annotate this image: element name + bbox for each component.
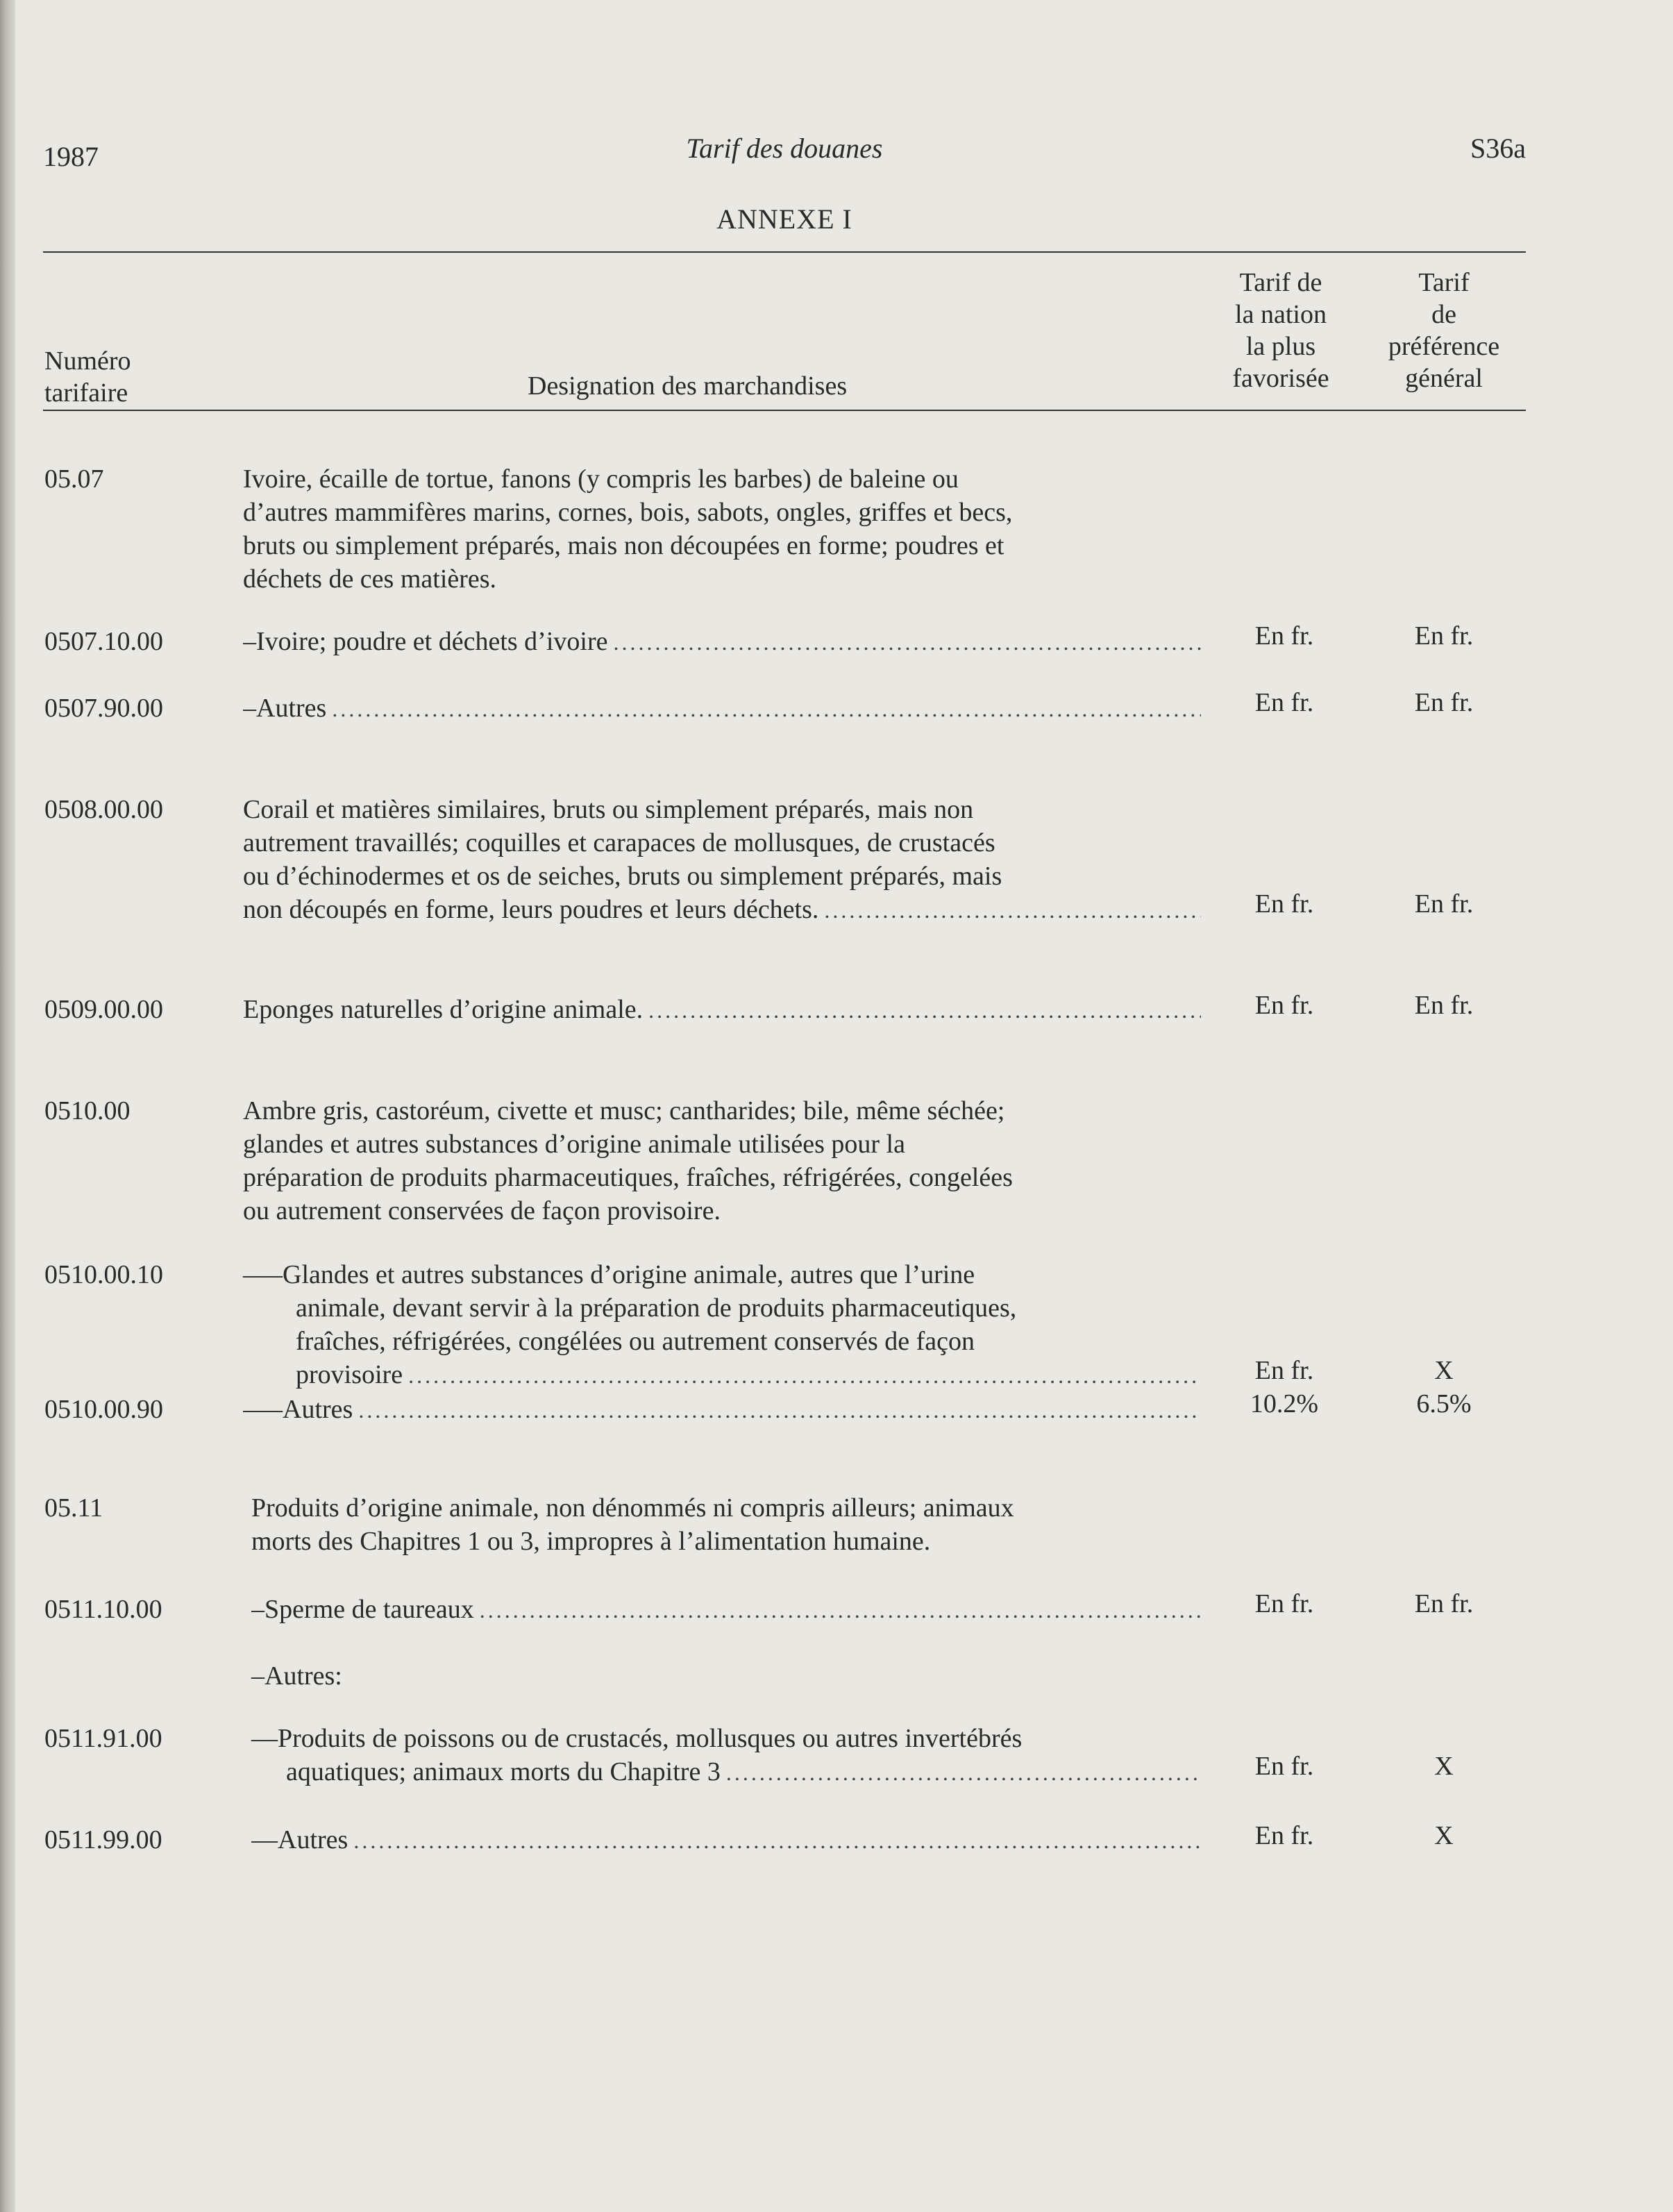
mfn-rate: En fr. bbox=[1254, 1752, 1314, 1781]
header-page-number: S36a bbox=[1470, 133, 1526, 164]
header-title: Tarif des douanes bbox=[686, 133, 883, 164]
page-binding-edge bbox=[0, 0, 15, 2212]
goods-description: –––Autres . . . bbox=[243, 1393, 1201, 1427]
gpt-rate: X bbox=[1434, 1821, 1454, 1850]
tariff-code: 05.11 bbox=[44, 1493, 103, 1523]
tariff-code: 0507.10.00 bbox=[44, 627, 163, 656]
dot-leader bbox=[408, 1358, 1201, 1392]
goods-description: ––Autres . . . bbox=[251, 1823, 1209, 1857]
tariff-code: 0511.10.00 bbox=[44, 1595, 162, 1624]
goods-description: Ivoire, écaille de tortue, fanons (y compris les barbes) de baleine ou d’autres mammifères marins, cornes, bois, sabots, ongles, griffes et becs, bruts ou simplement préparés, mais non découpées en forme; poudres et déchets de ces matières. bbox=[243, 464, 1013, 594]
mfn-rate: 10.2% bbox=[1250, 1389, 1319, 1418]
goods-description: Produits d’origine animale, non dénommés ni compris ailleurs; animaux morts des Chapitres 1 ou 3, impropres à l’alimentation humaine. bbox=[251, 1493, 1014, 1556]
mfn-rate: En fr. bbox=[1254, 991, 1314, 1020]
gpt-rate: X bbox=[1434, 1356, 1454, 1385]
gpt-rate: En fr. bbox=[1414, 688, 1474, 717]
dot-leader bbox=[480, 1593, 1202, 1627]
mfn-rate: En fr. bbox=[1254, 1821, 1314, 1850]
dot-leader bbox=[613, 625, 1201, 659]
goods-description: Eponges naturelles d’origine animale. . . . bbox=[243, 993, 1201, 1027]
table-header-rule bbox=[43, 410, 1526, 411]
goods-description: –––Glandes et autres substances d’origine animale, autres que l’urine animale, devant servir à la préparation de produits pharmaceutiques, fraîches, réfrigérées, congélées ou autrement conservés de façon provisoire . . . bbox=[243, 1258, 1201, 1392]
goods-description: Corail et matières similaires, bruts ou simplement préparés, mais non autrement travaillés; coquilles et carapaces de mollusques, de crustacés ou d’échinodermes et os de seiches, bruts ou simplement préparés, mais non découpés en forme, leurs poudres et leurs déchets. . . . bbox=[243, 793, 1201, 927]
tariff-code: 0510.00 bbox=[44, 1096, 131, 1125]
mfn-rate: En fr. bbox=[1254, 1589, 1314, 1618]
dot-leader bbox=[648, 993, 1201, 1027]
goods-description: –Autres . . . bbox=[243, 692, 1201, 726]
tariff-code: 0507.90.00 bbox=[44, 694, 163, 723]
tariff-code: 0510.00.90 bbox=[44, 1395, 163, 1424]
mfn-rate: En fr. bbox=[1254, 1356, 1314, 1385]
gpt-rate: En fr. bbox=[1414, 991, 1474, 1020]
goods-description: –Autres: bbox=[251, 1661, 342, 1691]
table-top-rule bbox=[43, 251, 1526, 253]
header-year: 1987 bbox=[43, 141, 99, 172]
tariff-code: 0511.99.00 bbox=[44, 1825, 162, 1854]
goods-description: Ambre gris, castoréum, civette et musc; cantharides; bile, même séchée; glandes et autres substances d’origine animale utilisées pour la préparation de produits pharmaceutiques, fraîches, réfrigérées, congelées ou autrement conservées de façon provisoire. bbox=[243, 1096, 1013, 1225]
column-header-designation: Designation des marchandises bbox=[528, 371, 848, 401]
tariff-code: 0508.00.00 bbox=[44, 795, 163, 824]
dot-leader bbox=[726, 1755, 1202, 1789]
dot-leader bbox=[353, 1823, 1202, 1857]
gpt-rate: 6.5% bbox=[1416, 1389, 1472, 1418]
annex-title: ANNEXE I bbox=[716, 203, 852, 235]
column-header-gpt: Tarif de préférence général bbox=[1388, 268, 1500, 393]
tariff-code: 0509.00.00 bbox=[44, 995, 163, 1024]
goods-description: –Ivoire; poudre et déchets d’ivoire . . . bbox=[243, 625, 1201, 659]
gpt-rate: En fr. bbox=[1414, 889, 1474, 919]
column-header-mfn: Tarif de la nation la plus favorisée bbox=[1232, 268, 1329, 393]
page-header bbox=[43, 132, 1526, 181]
mfn-rate: En fr. bbox=[1254, 889, 1314, 919]
dot-leader bbox=[332, 692, 1201, 726]
gpt-rate: En fr. bbox=[1414, 1589, 1474, 1618]
goods-description: –Sperme de taureaux . . . bbox=[251, 1593, 1209, 1627]
mfn-rate: En fr. bbox=[1254, 688, 1314, 717]
mfn-rate: En fr. bbox=[1254, 621, 1314, 651]
tariff-code: 0510.00.10 bbox=[44, 1260, 163, 1289]
goods-description: ––Produits de poissons ou de crustacés, mollusques ou autres invertébrés aquatiques; animaux morts du Chapitre 3 . . . bbox=[251, 1722, 1209, 1789]
dot-leader bbox=[824, 893, 1201, 927]
tariff-code: 05.07 bbox=[44, 464, 104, 494]
gpt-rate: X bbox=[1434, 1752, 1454, 1781]
dot-leader bbox=[358, 1393, 1201, 1427]
column-header-number: Numéro tarifaire bbox=[44, 346, 131, 408]
gpt-rate: En fr. bbox=[1414, 621, 1474, 651]
tariff-code: 0511.91.00 bbox=[44, 1724, 162, 1753]
